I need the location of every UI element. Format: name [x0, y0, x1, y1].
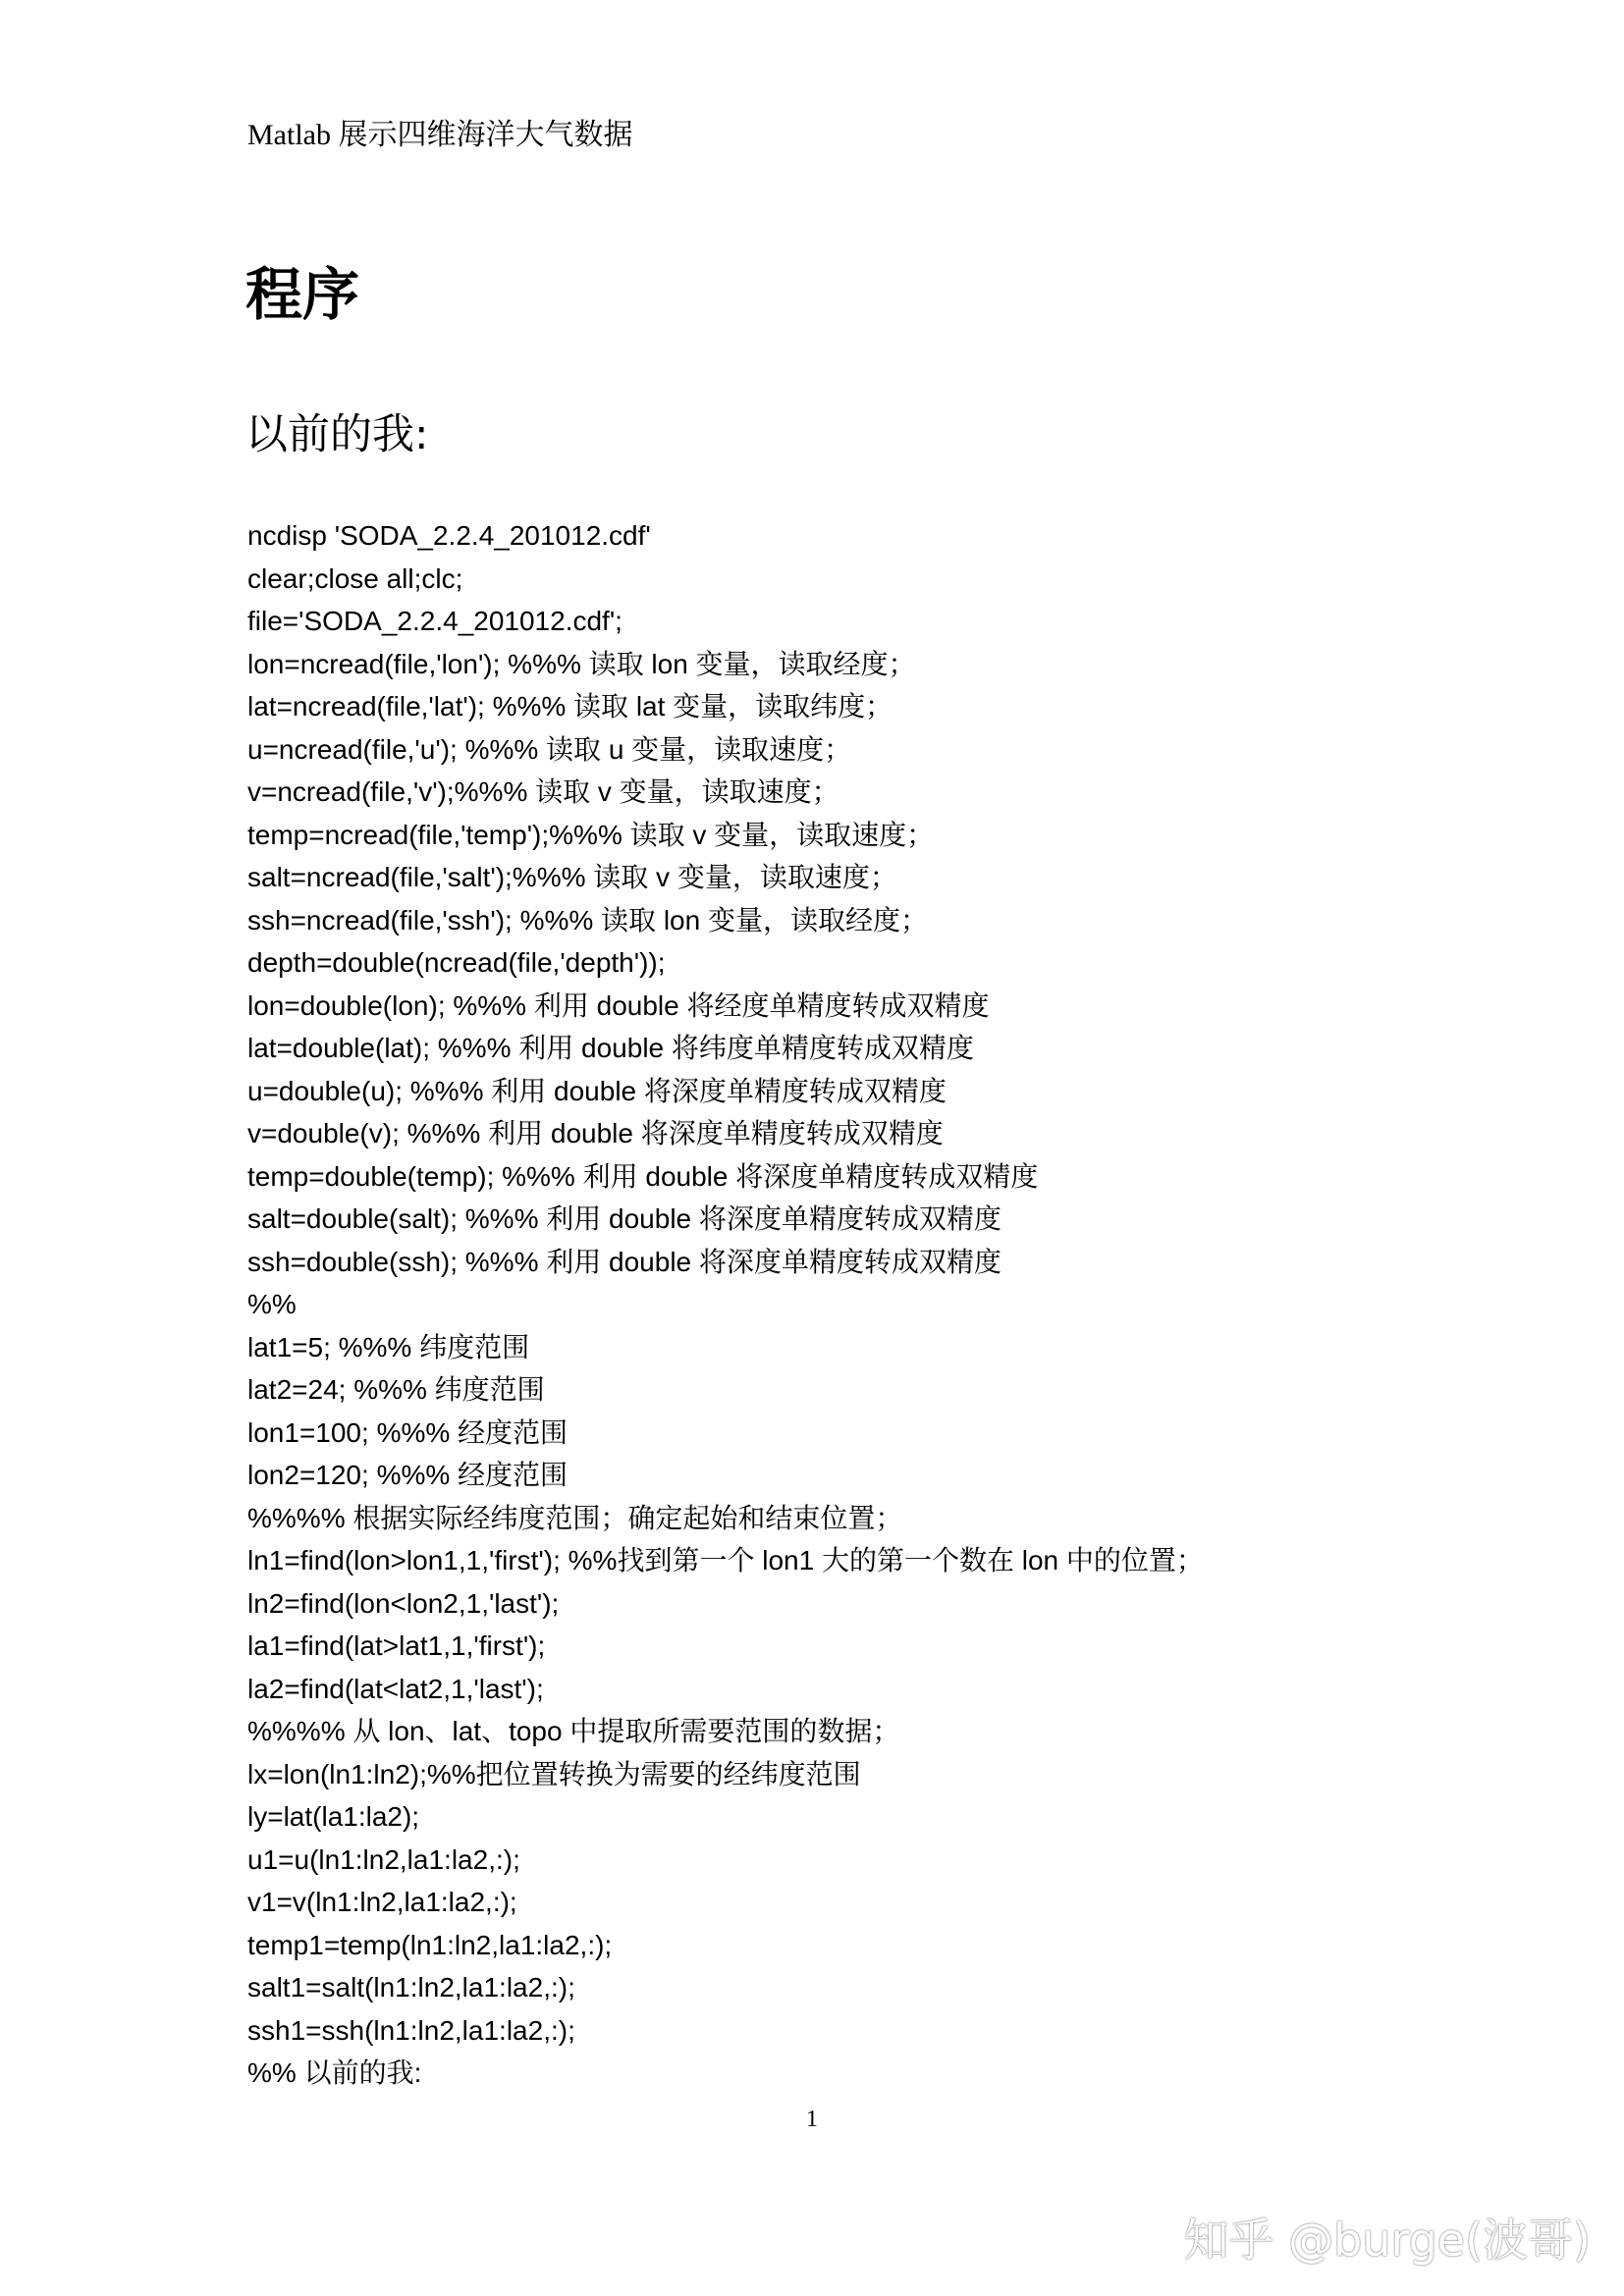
- section-title: 程序: [245, 261, 360, 328]
- code-line: lx=lon(ln1:ln2);%%把位置转换为需要的经纬度范围: [247, 1758, 861, 1789]
- code-line: temp=double(temp); %%% 利用 double 将深度单精度转成双精度: [247, 1160, 1039, 1192]
- code-block: [247, 514, 1204, 2095]
- code-line: ly=lat(la1:la2);: [247, 1801, 420, 1832]
- code-line: file='SODA_2.2.4_201012.cdf';: [247, 606, 623, 636]
- code-line: salt1=salt(ln1:ln2,la1:la2,:);: [247, 1972, 575, 2002]
- code-line: u1=u(ln1:ln2,la1:la2,:);: [247, 1843, 520, 1875]
- code-line: ssh=ncread(file,'ssh'); %%% 读取 lon 变量，读取经度；: [247, 904, 928, 935]
- code-line: %%%% 根据实际经纬度范围；确定起始和结束位置；: [247, 1502, 903, 1533]
- code-line: lat=double(lat); %%% 利用 double 将纬度单精度转成双精度: [247, 1033, 974, 1063]
- code-line: lat1=5; %%% 纬度范围: [247, 1331, 530, 1362]
- code-line: u=ncread(file,'u'); %%% 读取 u 变量，读取速度；: [247, 733, 852, 765]
- code-line: ln2=find(lon<lon2,1,'last');: [247, 1587, 560, 1619]
- code-line: ncdisp 'SODA_2.2.4_201012.cdf': [247, 520, 651, 551]
- code-line: clear;close all;clc;: [247, 562, 463, 594]
- page-header: Matlab 展示四维海洋大气数据: [247, 119, 633, 151]
- code-line: la1=find(lat>lat1,1,'first');: [247, 1630, 546, 1661]
- code-line: lon2=120; %%% 经度范围: [247, 1460, 568, 1490]
- code-line: %%: [247, 1289, 297, 1319]
- code-line: v=double(v); %%% 利用 double 将深度单精度转成双精度: [247, 1118, 944, 1148]
- code-line: lat=ncread(file,'lat'); %%% 读取 lat 变量，读取纬度；: [247, 691, 893, 721]
- code-line: salt=double(salt); %%% 利用 double 将深度单精度转成双精度: [247, 1203, 1001, 1234]
- code-line: lon=ncread(file,'lon'); %%% 读取 lon 变量，读取经度；: [247, 648, 916, 679]
- section-subtitle: 以前的我:: [245, 410, 429, 459]
- page-number: 1: [806, 2107, 818, 2132]
- watermark: 知乎 @burge(波哥): [1183, 2214, 1591, 2267]
- code-line: ssh1=ssh(ln1:ln2,la1:la2,:);: [247, 2014, 575, 2046]
- code-line: salt=ncread(file,'salt');%%% 读取 v 变量，读取速度；: [247, 862, 897, 892]
- code-line: %% 以前的我:: [247, 2057, 422, 2088]
- code-line: v=ncread(file,'v');%%% 读取 v 变量，读取速度；: [247, 776, 839, 807]
- code-line: temp1=temp(ln1:ln2,la1:la2,:);: [247, 1929, 613, 1960]
- code-line: v1=v(ln1:ln2,la1:la2,:);: [247, 1887, 517, 1917]
- code-line: lon1=100; %%% 经度范围: [247, 1416, 568, 1448]
- code-line: lon=double(lon); %%% 利用 double 将经度单精度转成双精度: [247, 989, 990, 1021]
- code-line: lat2=24; %%% 纬度范围: [247, 1374, 545, 1405]
- code-line: %%%% 从 lon、lat、topo 中提取所需要范围的数据；: [247, 1716, 900, 1746]
- code-line: la2=find(lat<lat2,1,'last');: [247, 1673, 544, 1704]
- code-line: depth=double(ncread(file,'depth'));: [247, 947, 666, 978]
- code-line: ssh=double(ssh); %%% 利用 double 将深度单精度转成双精度: [247, 1246, 1001, 1277]
- code-line: ln1=find(lon>lon1,1,'first'); %%找到第一个 lon1 大的第一个数在 lon 中的位置；: [247, 1545, 1204, 1575]
- code-line: temp=ncread(file,'temp');%%% 读取 v 变量，读取速度；: [247, 819, 935, 850]
- code-line: u=double(u); %%% 利用 double 将深度单精度转成双精度: [247, 1075, 947, 1106]
